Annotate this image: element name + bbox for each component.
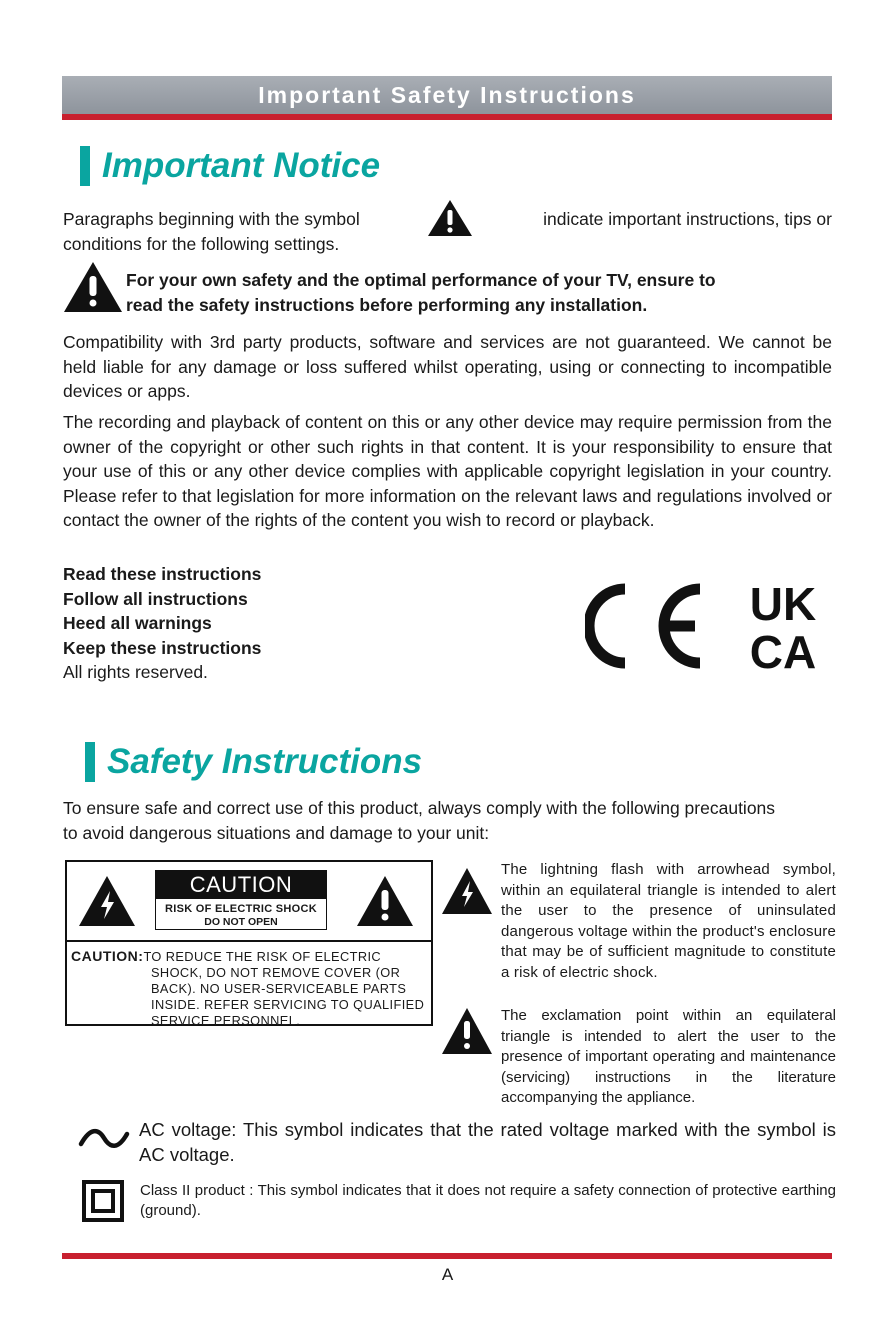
symbol-para-after-line1: indicate important instructions, tips or	[543, 209, 832, 229]
warning-line: read the safety instructions before performing any installation.	[126, 295, 648, 315]
warning-line: For your own safety and the optimal performance of your TV, ensure to	[126, 270, 716, 290]
lightning-triangle-icon	[77, 874, 137, 928]
lightning-explanation: The lightning flash with arrowhead symbol, within an equilateral triangle is intended to alert the user to the presence of uninsulated dangerous voltage within the product's enclosure that may be of sufficient magnitude to constitute a risk of electric shock.	[501, 861, 836, 981]
safety-warning	[126, 268, 826, 318]
notice-heading-text: Important Notice	[102, 146, 381, 185]
safety-heading-text: Safety Instructions	[107, 742, 423, 781]
compatibility-paragraph: Compatibility with 3rd party products, software and services are not guaranteed. We cannot be held liable for any damage or loss suffered whilst operating, using or connecting to incompatible devices or apps.	[63, 332, 832, 401]
caution-line: SHOCK, DO NOT REMOVE COVER (OR	[151, 965, 401, 980]
symbol-para-before: Paragraphs beginning with the symbol	[63, 209, 360, 229]
caution-body	[71, 948, 431, 1029]
warning-triangle-icon	[426, 198, 474, 238]
caution-label-sub: DO NOT OPEN	[204, 916, 278, 928]
caution-label-title: CAUTION	[156, 871, 326, 899]
copyright-paragraph: The recording and playback of content on this or any other device may require permission from the owner of the copyright or other such rights in that content. It is your responsibility to ensure that your use of this or any other device complies with applicable copyright legislation in your country. Please refer to that legislation for more information on the relevant laws and regulations involved or contact the owner of the rights of the content you wish to record or playback.	[63, 412, 832, 530]
rights-text: All rights reserved.	[63, 662, 208, 682]
rule-item: Read these instructions	[63, 564, 262, 584]
heading-accent-bar	[80, 146, 90, 186]
caution-box	[65, 860, 433, 1026]
rules-list	[63, 562, 261, 685]
caution-label	[155, 870, 327, 930]
heading-accent-bar	[85, 742, 95, 782]
exclamation-triangle-icon	[355, 874, 415, 928]
caution-line: INSIDE. REFER SERVICING TO QUALIFIED	[151, 997, 425, 1012]
rule-item: Keep these instructions	[63, 637, 262, 658]
ce-ukca-marks	[585, 580, 835, 672]
caution-label-sub: RISK OF ELECTRIC SHOCK	[164, 903, 318, 915]
footer-divider	[62, 1253, 832, 1259]
safety-intro: To ensure safe and correct use of this product, always comply with the following precautions to avoid dangerous situations and damage to your unit:	[63, 798, 776, 843]
ac-voltage-icon	[78, 1126, 130, 1152]
lightning-triangle-icon	[440, 866, 494, 916]
warning-triangle-icon	[62, 260, 124, 314]
ukca-line1: UK	[749, 580, 817, 630]
header-title: Important Safety Instructions	[258, 82, 636, 108]
exclamation-triangle-icon	[440, 1006, 494, 1056]
class-ii-icon	[82, 1180, 124, 1222]
ac-voltage-text: AC voltage: This symbol indicates that the rated voltage marked with the symbol is AC voltage.	[139, 1119, 836, 1165]
rule-item: Follow all instructions	[63, 588, 248, 609]
page-number: A	[441, 1265, 454, 1284]
ukca-line2: CA	[749, 626, 817, 672]
rule-item: Heed all warnings	[63, 613, 212, 633]
caution-box-top	[67, 862, 431, 942]
symbol-para-after-line2: conditions for the following settings.	[63, 233, 340, 254]
caution-lead: CAUTION:	[71, 948, 144, 964]
caution-line: BACK). NO USER-SERVICEABLE PARTS	[151, 981, 407, 996]
safety-heading	[85, 742, 422, 782]
notice-heading	[80, 146, 380, 186]
header-divider	[62, 114, 832, 120]
header-bar	[62, 76, 832, 114]
caution-line: TO REDUCE THE RISK OF ELECTRIC	[143, 949, 382, 964]
caution-line: SERVICE PERSONNEL.	[151, 1013, 301, 1028]
exclamation-explanation: The exclamation point within an equilateral triangle is intended to alert the user to the presence of important operating and maintenance (servicing) instructions in the literature accompanying the appliance.	[501, 1007, 836, 1106]
class-ii-text: Class II product : This symbol indicates that it does not require a safety connection of protective earthing (ground).	[140, 1182, 836, 1219]
ce-mark-icon	[589, 589, 700, 663]
